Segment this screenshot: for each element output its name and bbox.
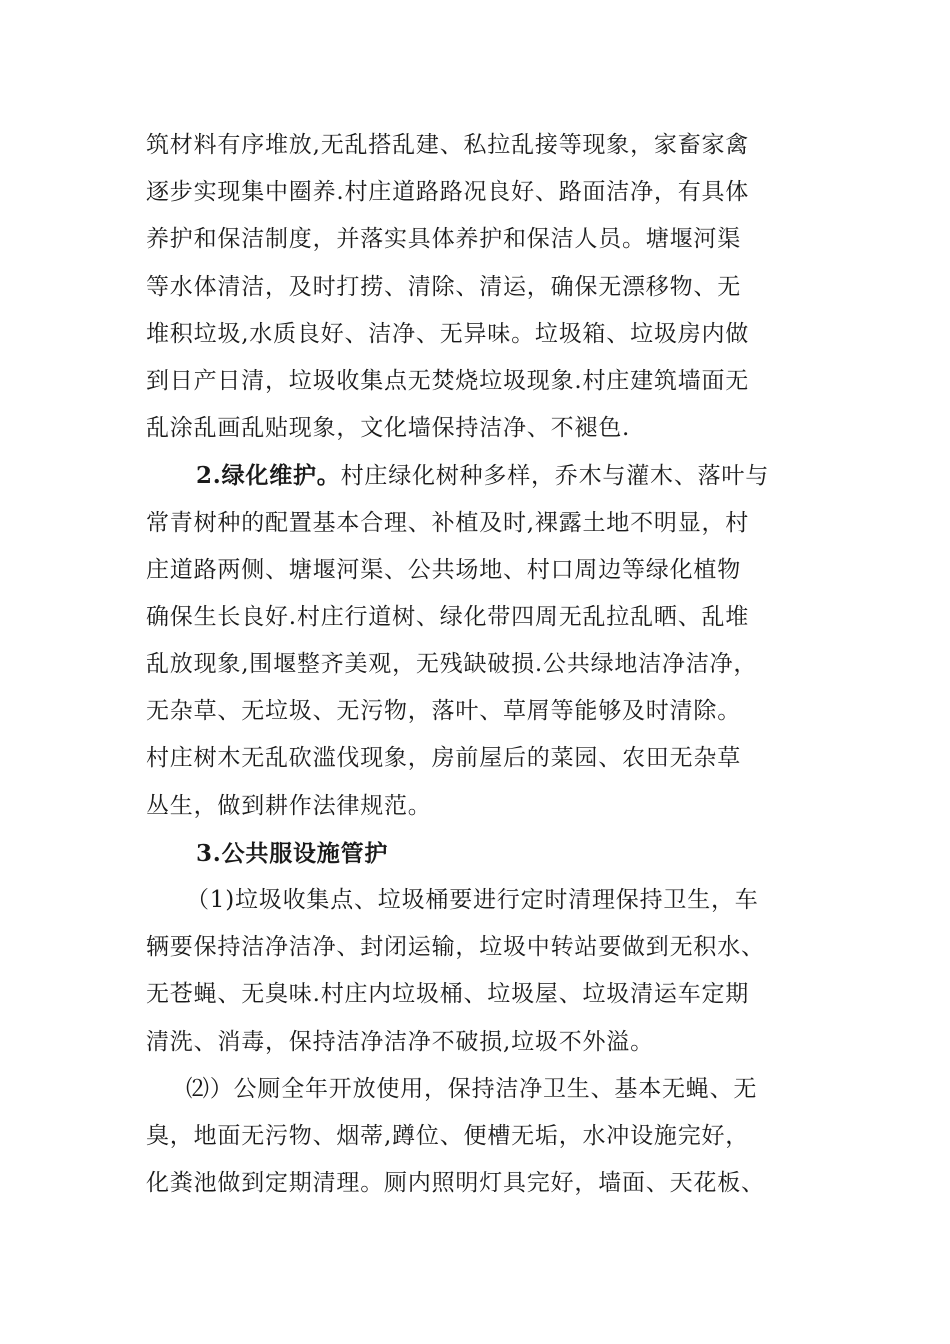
text-line: 无苍蝇、无臭味.村庄内垃圾桶、垃圾屋、垃圾清运车定期: [146, 981, 750, 1008]
paragraph-sanitation: [146, 122, 806, 452]
paragraph-garbage-collection: [146, 877, 806, 1066]
text-line: 无杂草、无垃圾、无污物，落叶、草屑等能够及时清除。: [146, 698, 741, 725]
text-line: 常青树种的配置基本合理、补植及时,裸露土地不明显，村: [146, 509, 750, 536]
section-heading-greening: 2.绿化维护。: [196, 462, 341, 490]
text-line: 养护和保洁制度，并落实具体养护和保洁人员。塘堰河渠: [146, 226, 741, 253]
text-run: 村庄绿化树种多样，乔木与灌木、落叶与: [340, 463, 770, 490]
text-line: （1)垃圾收集点、垃圾桶要进行定时清理保持卫生，车: [186, 887, 759, 913]
text-line: 臭，地面无污物、烟蒂,蹲位、便槽无垢，水冲设施完好，: [146, 1122, 750, 1149]
text-line: 乱放现象,围堰整齐美观，无残缺破损.公共绿地洁净洁净，: [146, 651, 758, 678]
text-line: 逐步实现集中圈养.村庄道路路况良好、路面洁净，有具体: [146, 179, 750, 206]
text-line: 乱涂乱画乱贴现象，文化墙保持洁净、不褪色.: [146, 415, 631, 442]
text-line: 到日产日清，垃圾收集点无焚烧垃圾现象.村庄建筑墙面无: [146, 367, 750, 394]
section-heading-public-facilities: 3.公共服设施管护: [196, 839, 389, 867]
text-line: 化粪池做到定期清理。厕内照明灯具完好，墙面、天花板、: [146, 1170, 765, 1197]
text-line: 筑材料有序堆放,无乱搭乱建、私拉乱接等现象，家畜家禽: [146, 132, 750, 158]
text-line: [146, 452, 806, 499]
text-line: 堆积垃圾,水质良好、洁净、无异味。垃圾箱、垃圾房内做: [146, 320, 750, 347]
text-line: 辆要保持洁净洁净、封闭运输，垃圾中转站要做到无积水、: [146, 934, 765, 961]
paragraph-greening: [146, 452, 806, 830]
text-line: 清洗、消毒，保持洁净洁净不破损,垃圾不外溢。: [146, 1028, 654, 1055]
text-line: 丛生，做到耕作法律规范。: [146, 792, 432, 819]
text-line: 村庄树木无乱砍滥伐现象，房前屋后的菜园、农田无杂草: [146, 745, 741, 772]
text-line: 庄道路两侧、塘堰河渠、公共场地、村口周边等绿化植物: [146, 556, 741, 583]
text-line: 等水体清洁，及时打捞、清除、清运，确保无漂移物、无: [146, 273, 741, 300]
text-line: 确保生长良好.村庄行道树、绿化带四周无乱拉乱晒、乱堆: [146, 603, 750, 630]
document-body: [146, 122, 806, 1207]
text-line: ⑵）公厕全年开放使用，保持洁净卫生、基本无蝇、无: [186, 1075, 758, 1102]
paragraph-public-toilets: [146, 1066, 806, 1208]
